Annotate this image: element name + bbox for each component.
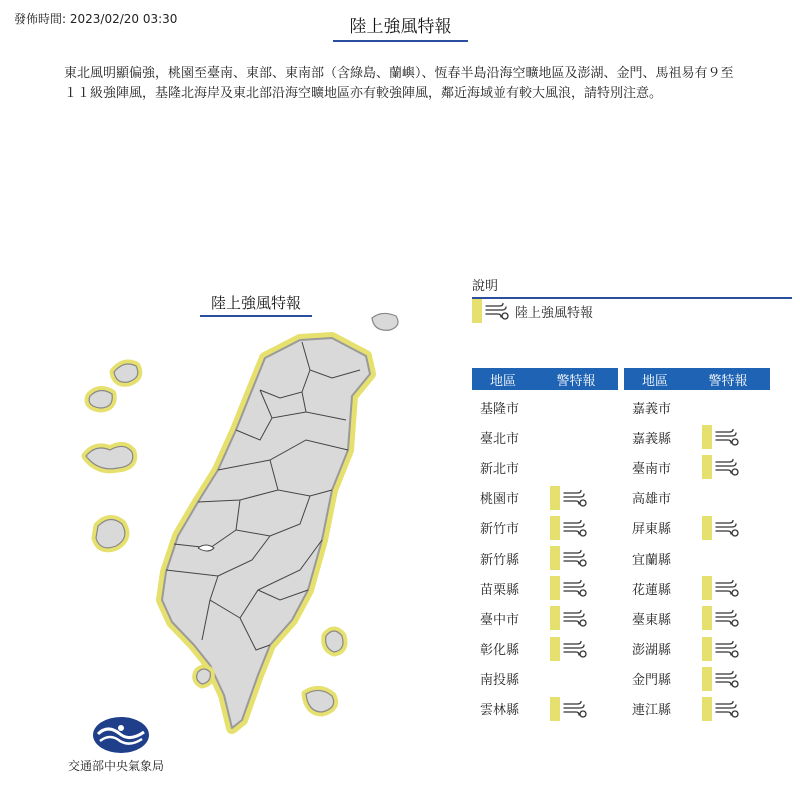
cwb-logo xyxy=(92,716,150,754)
warning-swatch xyxy=(550,576,560,600)
region-table-right xyxy=(624,368,770,724)
warning-indicator xyxy=(702,697,739,721)
strong-wind-icon xyxy=(715,428,739,446)
col-warning: 警特報 xyxy=(708,373,748,389)
table-row xyxy=(472,483,618,513)
region-name: 苗栗縣 xyxy=(480,582,520,598)
legend-color-swatch xyxy=(472,299,482,323)
strong-wind-icon xyxy=(563,489,587,507)
warning-swatch xyxy=(550,697,560,721)
region-name: 連江縣 xyxy=(632,703,672,719)
region-name: 彰化縣 xyxy=(480,643,520,659)
region-name: 臺中市 xyxy=(480,612,520,628)
warning-swatch xyxy=(550,637,560,661)
region-name: 臺南市 xyxy=(632,461,672,477)
warning-indicator xyxy=(702,455,739,479)
warning-description: 東北風明顯偏強，桃園至臺南、東部、東南部（含綠島、蘭嶼）、恆春半島沿海空曠地區及澎湖、金門、馬祖易有９至１１級強陣風，基隆北海岸及東北部沿海空曠地區亦有較強陣風，鄰近海域並有較大風浪，請特別注意。 xyxy=(64,66,734,101)
table-row xyxy=(624,452,770,482)
region-name: 嘉義市 xyxy=(632,401,672,417)
legend-item xyxy=(472,298,593,324)
warning-swatch xyxy=(550,486,560,510)
table-row xyxy=(624,603,770,633)
col-region: 地區 xyxy=(489,373,516,389)
warning-indicator xyxy=(702,516,739,540)
warning-indicator xyxy=(550,637,587,661)
issue-time: 發佈時間: 2023/02/20 03:30 xyxy=(14,12,178,26)
region-name: 新竹縣 xyxy=(480,552,520,568)
region-name: 嘉義縣 xyxy=(632,431,672,447)
warning-swatch xyxy=(702,576,712,600)
warning-swatch xyxy=(550,516,560,540)
warning-swatch xyxy=(702,455,712,479)
strong-wind-icon xyxy=(563,609,587,627)
strong-wind-icon xyxy=(715,609,739,627)
table-header xyxy=(624,368,770,390)
region-name: 新竹市 xyxy=(480,522,520,538)
table-row xyxy=(624,513,770,543)
region-name: 金門縣 xyxy=(632,673,672,689)
legend-label: 陸上強風特報 xyxy=(515,305,594,321)
warning-indicator xyxy=(702,606,739,630)
strong-wind-icon xyxy=(715,640,739,658)
table-row xyxy=(472,694,618,724)
strong-wind-icon xyxy=(715,700,739,718)
taiwan-map[interactable] xyxy=(70,300,410,740)
strong-wind-icon xyxy=(485,302,509,320)
region-name: 雲林縣 xyxy=(480,703,520,719)
warning-indicator xyxy=(550,516,587,540)
warning-swatch xyxy=(550,546,560,570)
region-name: 宜蘭縣 xyxy=(632,552,672,568)
table-row xyxy=(472,452,618,482)
strong-wind-icon xyxy=(563,640,587,658)
table-row xyxy=(472,634,618,664)
region-name: 澎湖縣 xyxy=(632,643,672,659)
warning-swatch xyxy=(702,667,712,691)
table-row xyxy=(624,664,770,694)
warning-indicator xyxy=(702,637,739,661)
agency-name: 交通部中央氣象局 xyxy=(68,759,165,773)
region-name: 南投縣 xyxy=(480,673,520,689)
strong-wind-icon xyxy=(563,549,587,567)
col-region: 地區 xyxy=(641,373,668,389)
table-row xyxy=(472,513,618,543)
warning-swatch xyxy=(550,606,560,630)
warning-indicator xyxy=(702,667,739,691)
warning-indicator xyxy=(702,425,739,449)
strong-wind-icon xyxy=(563,519,587,537)
page-title: 陸上強風特報 xyxy=(333,12,468,42)
region-name: 高雄市 xyxy=(632,492,672,508)
region-name: 基隆市 xyxy=(480,401,520,417)
region-name: 屏東縣 xyxy=(632,522,672,538)
table-row xyxy=(472,603,618,633)
region-name: 新北市 xyxy=(480,461,520,477)
region-name: 臺北市 xyxy=(480,431,520,447)
table-row xyxy=(624,422,770,452)
table-row xyxy=(624,634,770,664)
table-row xyxy=(624,392,770,422)
table-row xyxy=(472,573,618,603)
table-header xyxy=(472,368,618,390)
legend-title: 說明 xyxy=(472,275,792,299)
region-name: 臺東縣 xyxy=(632,612,672,628)
region-name: 桃園市 xyxy=(480,492,520,508)
warning-swatch xyxy=(702,606,712,630)
warning-indicator xyxy=(550,697,587,721)
region-table-left xyxy=(472,368,618,724)
table-row xyxy=(624,573,770,603)
strong-wind-icon xyxy=(715,579,739,597)
col-warning: 警特報 xyxy=(556,373,596,389)
table-row xyxy=(472,664,618,694)
table-row xyxy=(472,392,618,422)
warning-swatch xyxy=(702,516,712,540)
strong-wind-icon xyxy=(715,519,739,537)
map-title: 陸上強風特報 xyxy=(200,292,312,317)
warning-indicator xyxy=(702,576,739,600)
warning-indicator xyxy=(550,576,587,600)
warning-swatch xyxy=(702,425,712,449)
strong-wind-icon xyxy=(715,670,739,688)
strong-wind-icon xyxy=(563,700,587,718)
table-row xyxy=(472,422,618,452)
table-row xyxy=(624,694,770,724)
warning-swatch xyxy=(702,637,712,661)
table-row xyxy=(624,543,770,573)
warning-indicator xyxy=(550,546,587,570)
region-name: 花蓮縣 xyxy=(632,582,672,598)
table-row xyxy=(624,483,770,513)
warning-swatch xyxy=(702,697,712,721)
warning-indicator xyxy=(550,486,587,510)
strong-wind-icon xyxy=(715,458,739,476)
warning-indicator xyxy=(550,606,587,630)
strong-wind-icon xyxy=(563,579,587,597)
table-row xyxy=(472,543,618,573)
